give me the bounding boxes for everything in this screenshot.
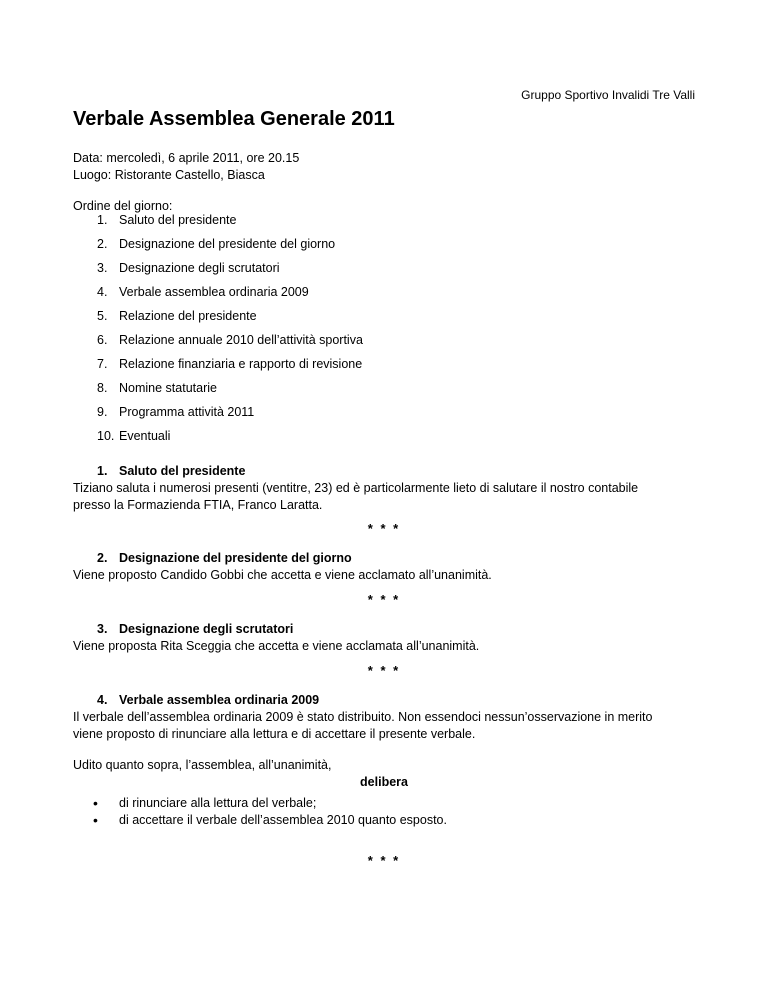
agenda-item-number: 4.	[97, 285, 108, 299]
section-body: viene proposto di rinunciare alla lettura e di accettare il presente verbale.	[73, 727, 476, 741]
section-number: 2.	[97, 551, 108, 565]
resolution-word: delibera	[360, 775, 408, 789]
agenda-item-number: 7.	[97, 357, 108, 371]
section-heading	[73, 621, 695, 638]
list-item	[73, 795, 447, 812]
section-heading	[73, 463, 695, 480]
section-title: Designazione del presidente del giorno	[119, 551, 352, 565]
agenda-item-number: 5.	[97, 309, 108, 323]
separator: * * *	[367, 592, 401, 607]
section-body: Il verbale dell’assemblea ordinaria 2009 è stato distribuito. Non essendoci nessun’osservazione in merito	[73, 710, 653, 724]
separator: * * *	[367, 521, 401, 536]
agenda-item-text: Verbale assemblea ordinaria 2009	[119, 285, 309, 299]
section-body: Viene proposto Candido Gobbi che accetta e viene acclamato all’unanimità.	[73, 568, 492, 582]
section-2	[73, 550, 695, 584]
agenda-item-text: Relazione finanziaria e rapporto di revisione	[119, 357, 363, 371]
resolution-intro: Udito quanto sopra, l’assemblea, all’unanimità,	[73, 758, 332, 772]
agenda-item-text: Eventuali	[119, 429, 171, 443]
section-title: Verbale assemblea ordinaria 2009	[119, 693, 320, 707]
agenda-item-text: Nomine statutarie	[119, 381, 217, 395]
organization-name: Gruppo Sportivo Invalidi Tre Valli	[521, 88, 695, 102]
bullet-icon: •	[93, 812, 98, 828]
section-number: 1.	[97, 464, 108, 478]
section-heading	[73, 692, 695, 709]
document-title: Verbale Assemblea Generale 2011	[73, 108, 395, 130]
agenda-item-number: 10.	[97, 429, 115, 443]
agenda-item-text: Programma attività 2011	[119, 405, 255, 419]
agenda-item-text: Designazione del presidente del giorno	[119, 237, 336, 251]
agenda-item-number: 6.	[97, 333, 108, 347]
agenda-item-text: Saluto del presidente	[119, 213, 237, 227]
agenda-item-text: Relazione annuale 2010 dell’attività sportiva	[119, 333, 363, 347]
section-body: presso la Formazienda FTIA, Franco Laratta.	[73, 498, 323, 512]
section-4	[73, 692, 695, 743]
section-title: Saluto del presidente	[119, 464, 246, 478]
meeting-date: Data: mercoledì, 6 aprile 2011, ore 20.15	[73, 151, 300, 165]
meeting-info	[73, 150, 299, 184]
bullet-icon: •	[93, 795, 98, 811]
separator: * * *	[367, 663, 401, 678]
section-body: Viene proposta Rita Sceggia che accetta e viene acclamata all’unanimità.	[73, 639, 480, 653]
agenda-item-number: 8.	[97, 381, 108, 395]
list-item-text: di accettare il verbale dell’assemblea 2010 quanto esposto.	[119, 813, 447, 827]
agenda-item-number: 9.	[97, 405, 108, 419]
section-1	[73, 463, 695, 514]
meeting-place: Luogo: Ristorante Castello, Biasca	[73, 168, 265, 182]
resolution-list	[73, 795, 447, 829]
agenda-item-number: 2.	[97, 237, 108, 251]
section-body: Tiziano saluta i numerosi presenti (ventitre, 23) ed è particolarmente lieto di salutare il nostro contabile	[73, 481, 639, 495]
list-item-text: di rinunciare alla lettura del verbale;	[119, 796, 317, 810]
section-3	[73, 621, 695, 655]
section-heading	[73, 550, 695, 567]
agenda-label: Ordine del giorno:	[73, 199, 173, 213]
section-number: 4.	[97, 693, 108, 707]
agenda-item-number: 1.	[97, 213, 108, 227]
agenda-item-number: 3.	[97, 261, 108, 275]
section-number: 3.	[97, 622, 108, 636]
agenda-item-text: Relazione del presidente	[119, 309, 257, 323]
separator: * * *	[367, 853, 401, 868]
agenda-item-text: Designazione degli scrutatori	[119, 261, 280, 275]
list-item	[73, 812, 447, 829]
section-title: Designazione degli scrutatori	[119, 622, 294, 636]
